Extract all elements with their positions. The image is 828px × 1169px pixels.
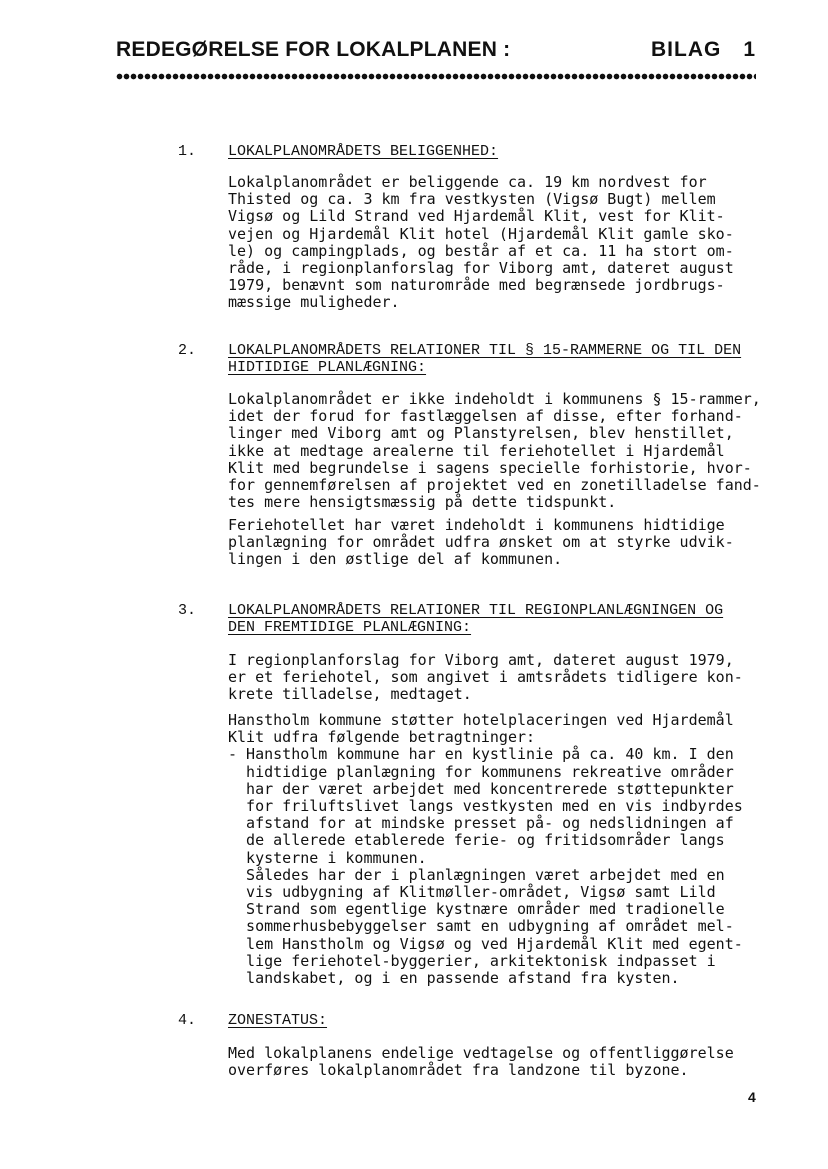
section-4-number: 4. [178,1012,197,1029]
section-3-heading-line-2: DEN FREMTIDIGE PLANLÆGNING: [228,619,472,636]
section-2-paragraph-2: Feriehotellet har været indeholdt i kommunens hidtidige planlægning for området udfra ønsket om at styrke udvik- lingen i den østlige del af kommunen. [228,516,734,569]
section-2-heading [228,342,741,376]
section-2-heading-line-2: HIDTIDIGE PLANLÆGNING: [228,359,427,376]
section-3-heading-line-1: LOKALPLANOMRÅDETS RELATIONER TIL REGIONPLANLÆGNINGEN OG [228,602,724,619]
section-3-number: 3. [178,602,197,619]
appendix-number: 1 [743,38,757,61]
section-2-heading-line-1: LOKALPLANOMRÅDETS RELATIONER TIL § 15-RAMMERNE OG TIL DEN [228,342,742,359]
section-2-number: 2. [178,342,197,359]
page-number: 4 [748,1089,756,1105]
section-4-heading-line-1: ZONESTATUS: [228,1012,328,1029]
appendix-label [651,38,756,62]
section-3-heading [228,602,723,636]
header-dotted-rule [116,72,756,82]
section-1-heading-line-1: LOKALPLANOMRÅDETS BELIGGENHED: [228,143,499,160]
section-1-heading [228,143,498,160]
appendix-label-text: BILAG [651,38,722,61]
section-1-number: 1. [178,143,197,160]
section-4-paragraph-1: Med lokalplanens endelige vedtagelse og offentliggørelse overføres lokalplanområdet fra landzone til byzone. [228,1044,734,1080]
section-2-paragraph-1: Lokalplanområdet er ikke indeholdt i kommunens § 15-rammer, idet der forud for fastlæggelsen af disse, efter forhand- linger med Viborg amt og Planstyrelsen, blev henstillet, ikke at medtage arealerne til feriehotellet i Hjardemål Klit med begrundelse i sagens specielle forhistorie, hvor- for gennemførelsen af projektet ved en zonetilladelse fand- tes mere hensigtsmæssig på dette tidspunkt. [228,390,761,512]
document-header-title: REDEGØRELSE FOR LOKALPLANEN : [116,38,511,61]
section-3-paragraph-1: I regionplanforslag for Viborg amt, dateret august 1979, er et feriehotel, som angivet i amtsrådets tidligere kon- krete tilladelse, medtaget. [228,651,743,704]
section-4-heading [228,1012,327,1029]
section-3-paragraph-2: Hanstholm kommune støtter hotelplaceringen ved Hjardemål Klit udfra følgende betragtninger: - Hanstholm kommune har en kystlinie på ca. 40 km. I den hidtidige planlægning for kommunens rekreative områder har der været arbejdet med koncentrerede støttepunkter for friluftslivet langs vestkysten med en vis indbyrdes afstand for at mindske presset på- og nedslidningen af de allerede etablerede ferie- og fritidsområder langs kysterne i kommunen. Således har der i planlægningen været arbejdet med en vis udbygning af Klitmøller-området, Vigsø samt Lild Strand som egentlige kystnære områder med tradionelle sommerhusbebyggelser samt en udbygning af området mel- lem Hanstholm og Vigsø og ved Hjardemål Klit med egent- lige feriehotel-byggerier, arkitektonisk indpasset i landskabet, og i en passende afstand fra kysten. [228,711,743,988]
section-1-paragraph-1: Lokalplanområdet er beliggende ca. 19 km nordvest for Thisted og ca. 3 km fra vestkysten (Vigsø Bugt) mellem Vigsø og Lild Strand ved Hjardemål Klit, vest for Klit- vejen og Hjardemål Klit hotel (Hjardemål Klit gamle sko- le) og campingplads, og består af et ca. 11 ha stort om- råde, i regionplanforslag for Viborg amt, dateret august 1979, benævnt som naturområde med begrænsede jordbrugs- mæssige muligheder. [228,173,734,312]
